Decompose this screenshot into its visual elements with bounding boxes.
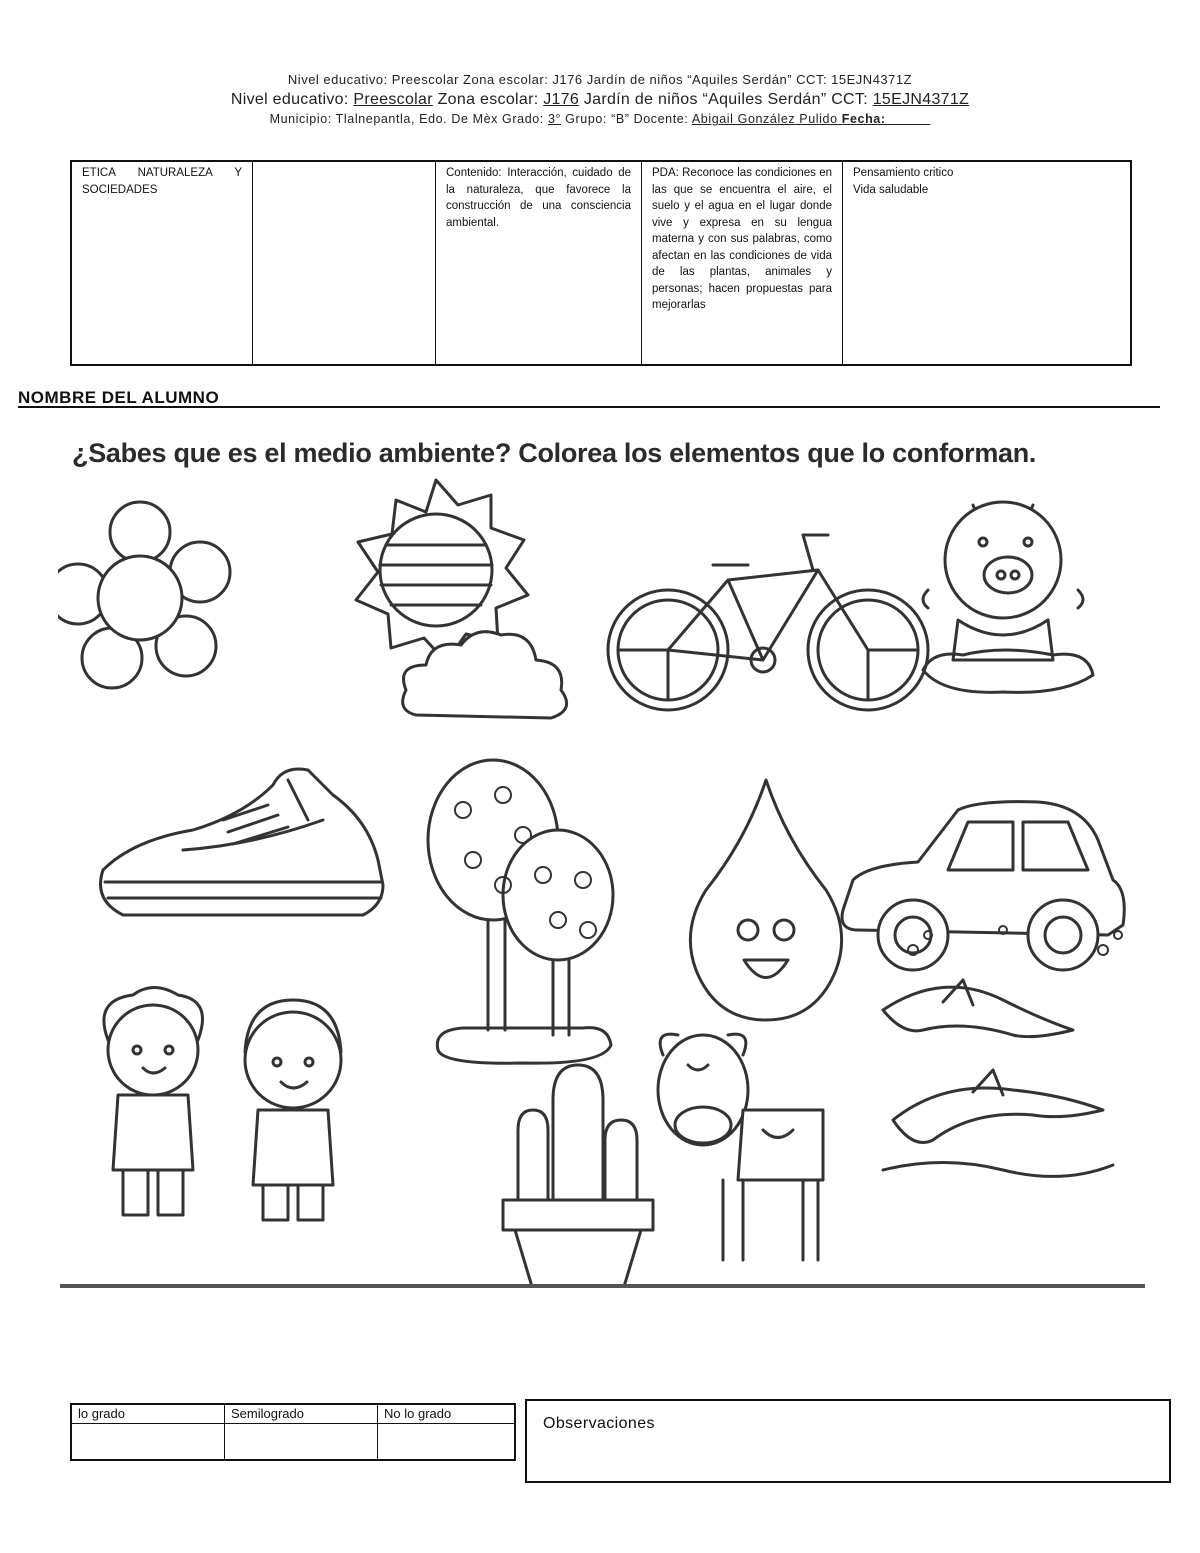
no-logrado-cell[interactable] xyxy=(378,1424,516,1461)
zona-label: Zona escolar: xyxy=(432,91,544,108)
grado-value: 3° xyxy=(547,112,562,126)
bicycle-icon[interactable] xyxy=(608,535,928,710)
boy-icon[interactable] xyxy=(245,1000,341,1220)
car-icon[interactable] xyxy=(842,802,1124,970)
cow-icon[interactable] xyxy=(658,1034,823,1260)
fecha-label: Fecha: xyxy=(837,112,886,126)
pda-cell: PDA: Reconoce las condiciones en las que se encuentra el aire, el suelo y el agua en el lugar donde vive y expresa en su lengua materna y con sus palabras, como afectan en las condiciones de vida de las plantas, animales y personas; hacen propuestas para mejorarlas xyxy=(642,161,843,365)
grupo-text: Grupo: “B” Docente: xyxy=(561,112,692,126)
nivel-value: Preescolar xyxy=(353,91,433,108)
nivel-label: Nivel educativo: xyxy=(230,91,354,108)
sun-cloud-icon[interactable] xyxy=(356,480,567,718)
ground-line xyxy=(60,1284,1145,1288)
evaluation-table xyxy=(70,1403,516,1461)
cct-value: 15EJN4371Z xyxy=(872,91,970,108)
ejes-cell xyxy=(843,161,1132,365)
contenido-cell: Contenido: Interacción, cuidado de la naturaleza, que favorece la construcción de una consciencia ambiental. xyxy=(436,161,642,365)
student-name-line[interactable] xyxy=(18,406,1160,408)
docente-value: Abigail González Pulido xyxy=(691,112,838,126)
fecha-value xyxy=(886,112,931,126)
logrado-header: lo grado xyxy=(71,1404,225,1424)
coloring-illustrations xyxy=(58,420,1148,1288)
empty-cell xyxy=(253,161,436,365)
observations-box[interactable] xyxy=(525,1399,1171,1483)
jardin-text: Jardín de niños “Aquiles Serdán” CCT: xyxy=(579,91,873,108)
pig-icon[interactable] xyxy=(923,502,1093,692)
observations-label: Observaciones xyxy=(543,1415,655,1432)
header-line-1: Nivel educativo: Preescolar Zona escolar: J176 Jardín de niños “Aquiles Serdán” CCT: 15EJN4371Z xyxy=(287,72,913,87)
student-name-label: NOMBRE DEL ALUMNO xyxy=(18,388,220,407)
semilogrado-header: Semilogrado xyxy=(225,1404,378,1424)
task-title: ¿Sabes que es el medio ambiente? Colorea los elementos que lo conforman. xyxy=(72,438,1037,468)
semilogrado-cell[interactable] xyxy=(225,1424,378,1461)
girl-icon[interactable] xyxy=(104,988,203,1216)
trees-icon[interactable] xyxy=(428,760,613,1063)
sneaker-icon[interactable] xyxy=(101,769,384,915)
flower-icon[interactable] xyxy=(58,502,230,688)
logrado-cell[interactable] xyxy=(71,1424,225,1461)
municipio-text: Municipio: Tlalnepantla, Edo. De Mèx Grado: xyxy=(269,112,548,126)
planning-table xyxy=(70,160,1132,366)
zona-value: J176 xyxy=(543,91,580,108)
eje-item: Vida saludable xyxy=(853,183,929,196)
water-drop-icon[interactable] xyxy=(690,780,841,1020)
cactus-icon[interactable] xyxy=(503,1065,653,1288)
no-logrado-header: No lo grado xyxy=(378,1404,516,1424)
header-line-3 xyxy=(0,112,1200,126)
eje-item: Pensamiento critico xyxy=(853,167,954,179)
campo-formativo-cell: ETICA NATURALEZA Y SOCIEDADES xyxy=(71,161,253,365)
header-line-2 xyxy=(0,91,1200,109)
